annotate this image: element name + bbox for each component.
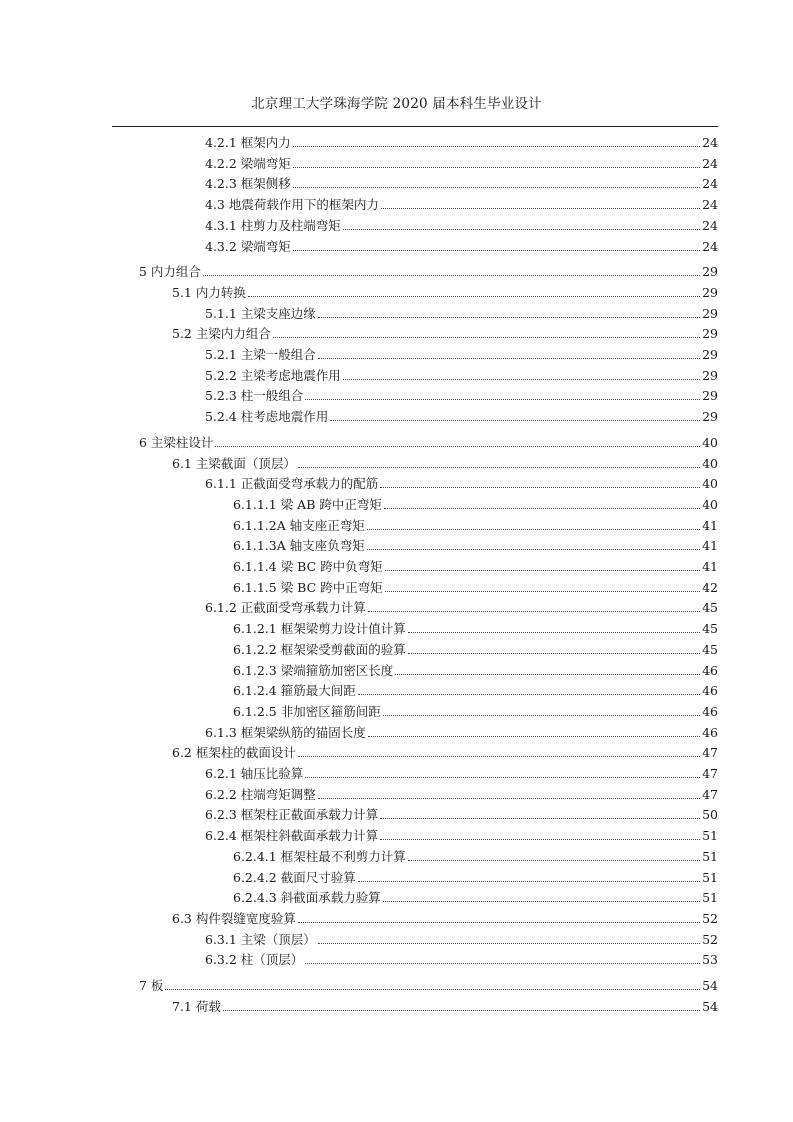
toc-page-number: 45 bbox=[702, 641, 718, 657]
toc-entry[interactable] bbox=[233, 658, 718, 678]
toc-entry[interactable] bbox=[205, 761, 718, 781]
toc-page-number: 52 bbox=[702, 910, 718, 926]
toc-page-number: 40 bbox=[702, 434, 718, 450]
toc-page-number: 45 bbox=[702, 600, 718, 616]
toc-entry[interactable] bbox=[233, 637, 718, 657]
toc-page-number: 29 bbox=[702, 326, 718, 342]
toc-dot-leader bbox=[293, 146, 700, 147]
toc-dot-leader bbox=[380, 839, 700, 840]
toc-entry-label: 6.3 构件裂缝宽度验算 bbox=[172, 910, 296, 926]
toc-dot-leader bbox=[385, 570, 700, 571]
toc-page-number: 29 bbox=[702, 305, 718, 321]
toc-entry-label: 7.1 荷载 bbox=[172, 998, 221, 1014]
toc-dot-leader bbox=[343, 379, 700, 380]
toc-page-number: 24 bbox=[702, 135, 718, 150]
toc-entry-label: 6.2.3 框架柱正截面承载力计算 bbox=[205, 807, 379, 823]
toc-dot-leader bbox=[408, 632, 700, 633]
toc-entry-label: 5.2 主梁内力组合 bbox=[172, 326, 271, 342]
toc-dot-leader bbox=[293, 187, 700, 188]
toc-entry[interactable] bbox=[233, 865, 718, 885]
toc-entry[interactable] bbox=[172, 280, 718, 300]
toc-entry-label: 4.2.2 梁端弯矩 bbox=[205, 155, 291, 171]
toc-page-number: 40 bbox=[702, 496, 718, 512]
toc-page-number: 41 bbox=[702, 517, 718, 533]
toc-entry-label: 5.2.1 主梁一般组合 bbox=[205, 347, 316, 362]
toc-entry-label: 7 板 bbox=[139, 978, 164, 993]
toc-dot-leader bbox=[408, 653, 700, 654]
toc-entry-label: 6.2 框架柱的截面设计 bbox=[172, 745, 296, 761]
toc-entry-label: 4.3.1 柱剪力及柱端弯矩 bbox=[205, 217, 341, 233]
toc-dot-leader bbox=[298, 467, 700, 468]
toc-dot-leader bbox=[381, 208, 700, 209]
toc-entry[interactable] bbox=[205, 927, 718, 947]
toc-page-number: 47 bbox=[702, 745, 718, 761]
toc-entry-label: 6.1.1.1 梁 AB 跨中正弯矩 bbox=[233, 496, 382, 512]
toc-entry[interactable] bbox=[205, 802, 718, 822]
toc-entry-label: 5.2.4 柱考虑地震作用 bbox=[205, 409, 329, 425]
toc-entry[interactable] bbox=[233, 513, 718, 533]
toc-page-number: 47 bbox=[702, 786, 718, 802]
toc-entry-label: 6.1.1.2A 轴支座正弯矩 bbox=[233, 517, 365, 533]
toc-page-number: 46 bbox=[702, 724, 718, 740]
toc-entry-label: 4.2.3 框架侧移 bbox=[205, 176, 291, 192]
toc-page-number: 52 bbox=[702, 931, 718, 947]
toc-dot-leader bbox=[380, 818, 700, 819]
toc-entry[interactable] bbox=[205, 782, 718, 802]
toc-page-number: 24 bbox=[702, 155, 718, 171]
toc-entry[interactable] bbox=[205, 171, 718, 191]
toc-dot-leader bbox=[318, 798, 700, 799]
toc-entry-label: 6.1 主梁截面（顶层） bbox=[172, 455, 296, 471]
toc-entry[interactable] bbox=[205, 234, 718, 254]
toc-entry-label: 4.2.1 框架内力 bbox=[205, 135, 291, 150]
toc-page-number: 41 bbox=[702, 559, 718, 574]
toc-entry[interactable] bbox=[233, 554, 718, 574]
toc-entry[interactable] bbox=[233, 575, 718, 595]
toc-dot-leader bbox=[223, 1010, 700, 1011]
toc-entry-label: 6.1.2.4 箍筋最大间距 bbox=[233, 683, 356, 699]
toc-page-number: 51 bbox=[702, 890, 718, 906]
toc-entry[interactable] bbox=[205, 595, 718, 615]
toc-entry[interactable] bbox=[205, 130, 718, 150]
toc-dot-leader bbox=[318, 358, 700, 359]
toc-dot-leader bbox=[215, 446, 700, 447]
toc-entry[interactable] bbox=[205, 383, 718, 403]
toc-entry[interactable] bbox=[205, 151, 718, 171]
toc-page-number: 46 bbox=[702, 683, 718, 699]
header-rule bbox=[112, 126, 718, 127]
toc-entry-label: 6.2.4.2 截面尺寸验算 bbox=[233, 869, 356, 885]
toc-dot-leader bbox=[293, 250, 700, 251]
toc-entry-label: 6.1.1 正截面受弯承载力的配筋 bbox=[205, 476, 379, 492]
toc-dot-leader bbox=[384, 508, 700, 509]
toc-entry-label: 6.1.2.5 非加密区箍筋间距 bbox=[233, 703, 381, 719]
toc-page-number: 29 bbox=[702, 347, 718, 362]
toc-entry-label: 4.3.2 梁端弯矩 bbox=[205, 238, 291, 254]
toc-entry[interactable] bbox=[205, 192, 718, 212]
toc-entry-label: 6.2.4.3 斜截面承载力验算 bbox=[233, 890, 381, 906]
toc-dot-leader bbox=[298, 756, 700, 757]
toc-entry-label: 6.1.2 正截面受弯承载力计算 bbox=[205, 600, 366, 616]
toc-entry-label: 6.1.1.4 梁 BC 跨中负弯矩 bbox=[233, 559, 383, 574]
toc-dot-leader bbox=[380, 487, 700, 488]
toc-page-number: 47 bbox=[702, 766, 718, 781]
toc-entry[interactable] bbox=[139, 430, 718, 450]
toc-dot-leader bbox=[358, 881, 700, 882]
toc-page-number: 53 bbox=[702, 952, 718, 968]
toc-entry[interactable] bbox=[172, 451, 718, 471]
toc-entry-label: 6.2.1 轴压比验算 bbox=[205, 766, 304, 781]
toc-dot-leader bbox=[203, 275, 700, 276]
toc-entry[interactable] bbox=[172, 740, 718, 760]
toc-page-number: 40 bbox=[702, 455, 718, 471]
toc-dot-leader bbox=[368, 611, 700, 612]
toc-page-number: 29 bbox=[702, 388, 718, 404]
toc-entry-label: 6.1.1.5 梁 BC 跨中正弯矩 bbox=[233, 579, 383, 595]
toc-page-number: 24 bbox=[702, 217, 718, 233]
toc-entry[interactable] bbox=[205, 471, 718, 491]
toc-dot-leader bbox=[383, 715, 700, 716]
toc-entry[interactable] bbox=[172, 906, 718, 926]
toc-dot-leader bbox=[385, 591, 700, 592]
toc-dot-leader bbox=[293, 167, 700, 168]
toc-entry[interactable] bbox=[205, 404, 718, 424]
toc-dot-leader bbox=[298, 922, 700, 923]
toc-entry[interactable] bbox=[205, 720, 718, 740]
toc-entry-label: 6.2.4 框架柱斜截面承载力计算 bbox=[205, 828, 379, 844]
toc-entry[interactable] bbox=[205, 363, 718, 383]
toc-dot-leader bbox=[305, 777, 700, 778]
toc-entry[interactable] bbox=[233, 699, 718, 719]
toc-entry-label: 5.2.2 主梁考虑地震作用 bbox=[205, 367, 341, 383]
toc-dot-leader bbox=[408, 860, 700, 861]
toc-entry-label: 6.2.4.1 框架柱最不利剪力计算 bbox=[233, 848, 406, 864]
toc-entry-label: 5.2.3 柱一般组合 bbox=[205, 388, 304, 404]
toc-entry-label: 6.1.2.2 框架梁受剪截面的验算 bbox=[233, 641, 406, 657]
toc-page-number: 40 bbox=[702, 476, 718, 492]
toc-page-number: 50 bbox=[702, 807, 718, 823]
toc-entry-label: 6 主梁柱设计 bbox=[139, 434, 214, 450]
toc-entry-label: 6.1.1.3A 轴支座负弯矩 bbox=[233, 538, 365, 554]
toc-dot-leader bbox=[305, 963, 700, 964]
toc-page-number: 42 bbox=[702, 579, 718, 595]
toc-dot-leader bbox=[367, 529, 700, 530]
toc-page-number: 45 bbox=[702, 621, 718, 637]
toc-page-number: 41 bbox=[702, 538, 718, 554]
toc-dot-leader bbox=[318, 317, 700, 318]
toc-dot-leader bbox=[165, 989, 700, 990]
toc-dot-leader bbox=[367, 549, 700, 550]
toc-entry[interactable] bbox=[172, 321, 718, 341]
toc-page-number: 29 bbox=[702, 284, 718, 300]
toc-dot-leader bbox=[330, 420, 700, 421]
page-header: 北京理工大学珠海学院 2020 届本科生毕业设计 bbox=[251, 96, 542, 112]
toc-page-number: 24 bbox=[702, 197, 718, 213]
toc-entry[interactable] bbox=[205, 301, 718, 321]
toc-dot-leader bbox=[343, 229, 700, 230]
toc-dot-leader bbox=[248, 296, 700, 297]
toc-entry-label: 5.1 内力转换 bbox=[172, 284, 246, 300]
toc-dot-leader bbox=[358, 694, 700, 695]
toc-entry[interactable] bbox=[205, 823, 718, 843]
toc-entry[interactable] bbox=[233, 885, 718, 905]
toc-entry-label: 5 内力组合 bbox=[139, 264, 201, 280]
toc-dot-leader bbox=[383, 901, 700, 902]
toc-entry[interactable] bbox=[205, 947, 718, 967]
toc-page-number: 46 bbox=[702, 703, 718, 719]
toc-dot-leader bbox=[395, 674, 700, 675]
toc-entry-label: 4.3 地震荷载作用下的框架内力 bbox=[205, 197, 379, 213]
toc-dot-leader bbox=[273, 337, 700, 338]
toc-entry[interactable] bbox=[233, 616, 718, 636]
toc-page-number: 54 bbox=[702, 978, 718, 993]
toc-entry[interactable] bbox=[139, 973, 718, 993]
toc-entry-label: 6.2.2 柱端弯矩调整 bbox=[205, 786, 316, 802]
toc-page-number: 54 bbox=[702, 998, 718, 1014]
toc-entry-label: 6.1.2.1 框架梁剪力设计值计算 bbox=[233, 621, 406, 637]
toc-page-number: 51 bbox=[702, 869, 718, 885]
toc-dot-leader bbox=[305, 399, 700, 400]
toc-page-number: 51 bbox=[702, 828, 718, 844]
toc-page-number: 29 bbox=[702, 264, 718, 280]
toc-dot-leader bbox=[318, 943, 700, 944]
toc-entry-label: 6.1.2.3 梁端箍筋加密区长度 bbox=[233, 662, 394, 678]
toc-page-number: 29 bbox=[702, 367, 718, 383]
toc-entry-label: 5.1.1 主梁支座边缘 bbox=[205, 305, 316, 321]
toc-page-number: 46 bbox=[702, 662, 718, 678]
toc-page-number: 51 bbox=[702, 848, 718, 864]
toc-entry[interactable] bbox=[205, 213, 718, 233]
toc-dot-leader bbox=[368, 736, 700, 737]
toc-page-number: 24 bbox=[702, 238, 718, 254]
toc-entry[interactable] bbox=[233, 533, 718, 553]
toc-entry[interactable] bbox=[172, 994, 718, 1014]
toc-entry[interactable] bbox=[233, 492, 718, 512]
toc-entry-label: 6.3.2 柱（顶层） bbox=[205, 952, 304, 968]
toc-entry[interactable] bbox=[205, 342, 718, 362]
toc-entry[interactable] bbox=[233, 678, 718, 698]
toc-entry-label: 6.1.3 框架梁纵筋的锚固长度 bbox=[205, 724, 366, 740]
toc-page-number: 29 bbox=[702, 409, 718, 425]
toc-page-number: 24 bbox=[702, 176, 718, 192]
toc-entry[interactable] bbox=[233, 844, 718, 864]
toc-entry[interactable] bbox=[139, 259, 718, 279]
toc-entry-label: 6.3.1 主梁（顶层） bbox=[205, 931, 316, 947]
